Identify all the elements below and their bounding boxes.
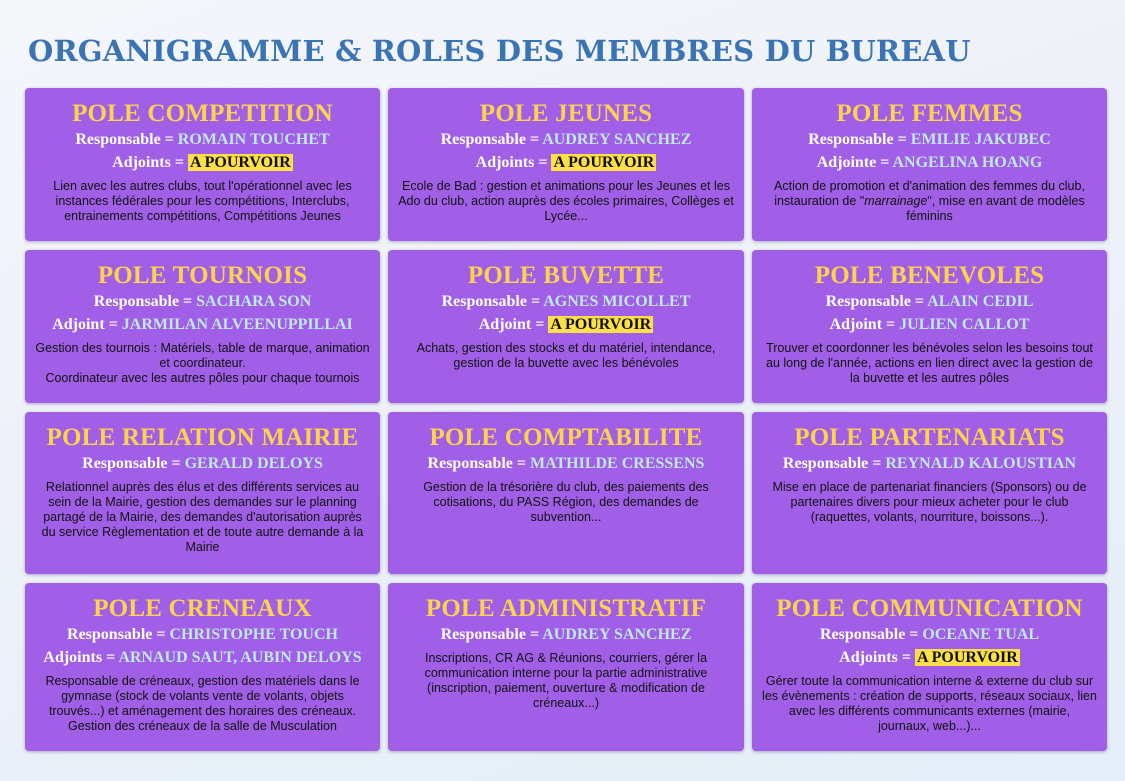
responsable-name: OCEANE TUAL xyxy=(922,626,1040,643)
pole-description: Relationnel auprès des élus et des différents services au sein de la Mairie, gestion des demandes sur le planning partagé de la Mairie, des demandes d'autorisation auprès du service Règlementation et de toute autre demande à la Mairie xyxy=(41,480,364,554)
responsable-label: Responsable = xyxy=(82,455,181,472)
pole-card-creneaux xyxy=(25,583,380,751)
responsable-line xyxy=(398,624,734,646)
responsable-line xyxy=(35,453,370,475)
pole-description: Responsable de créneaux, gestion des matériels dans le gymnase (stock de volants vente de volants, objets trouvés...) et aménagement des horaires des créneaux. Gestion des créneaux de la salle de Musculation xyxy=(45,674,360,733)
responsable-name: SACHARA SON xyxy=(196,293,312,310)
adjoint-line xyxy=(35,314,370,336)
adjoint-name: JARMILAN ALVEENUPPILLAI xyxy=(121,316,353,333)
responsable-label: Responsable = xyxy=(819,626,919,643)
description-text: Coordinateur avec les autres pôles pour chaque tournois xyxy=(45,371,360,385)
pole-title: POLE COMPTABILITE xyxy=(429,424,703,451)
adjoint-label: Adjoints = xyxy=(112,154,184,171)
responsable-label: Responsable = xyxy=(440,131,540,148)
adjoint-label: Adjoints = xyxy=(43,649,116,666)
responsable-name: AUDREY SANCHEZ xyxy=(542,626,692,643)
description-text: Gestion des tournois : Matériels, table de marque, animation et coordinateur. xyxy=(35,341,370,370)
pole-description: Inscriptions, CR AG & Réunions, courriers, gérer la communication interne pour la partie administrative (inscription, paiement, ouverture & modification de créneaux...) xyxy=(424,651,708,710)
pole-title: POLE FEMMES xyxy=(836,100,1023,127)
description-text: Action de promotion et d'animation des femmes du club, instauration de " xyxy=(774,179,1085,208)
pole-description: Gestion de la trésorière du club, des paiements des cotisations, du PASS Région, des demandes de subvention... xyxy=(423,480,709,524)
responsable-name: GERALD DELOYS xyxy=(184,455,323,472)
responsable-name: ALAIN CEDIL xyxy=(927,293,1034,310)
adjoint-line xyxy=(762,647,1097,669)
pole-title: POLE BENEVOLES xyxy=(814,262,1045,289)
adjoint-label: Adjoints = xyxy=(839,649,911,666)
responsable-line xyxy=(35,291,370,313)
adjoint-name: ARNAUD SAUT, AUBIN DELOYS xyxy=(118,649,362,666)
poles-grid xyxy=(25,88,1107,751)
responsable-name: AUDREY SANCHEZ xyxy=(542,131,692,148)
responsable-line xyxy=(35,624,370,646)
responsable-label: Responsable = xyxy=(67,626,166,643)
adjoint-vacant-badge: A POURVOIR xyxy=(916,649,1018,666)
pole-description: Lien avec les autres clubs, tout l'opérationnel avec les instances fédérales pour les compétitions, Interclubs, entrainements compétitions, Compétitions Jeunes xyxy=(53,179,352,223)
responsable-label: Responsable = xyxy=(782,455,882,472)
adjoint-label: Adjointe = xyxy=(816,154,890,171)
pole-title: POLE ADMINISTRATIF xyxy=(425,595,707,622)
adjoint-name: JULIEN CALLOT xyxy=(899,316,1030,333)
responsable-name: EMILIE JAKUBEC xyxy=(910,131,1051,148)
adjoint-label: Adjoints = xyxy=(475,154,548,171)
pole-title: POLE CRENEAUX xyxy=(93,595,312,622)
responsable-label: Responsable = xyxy=(825,293,925,310)
responsable-name: REYNALD KALOUSTIAN xyxy=(885,455,1077,472)
pole-card-comptabilite xyxy=(388,412,744,574)
responsable-name: AGNES MICOLLET xyxy=(543,293,691,310)
pole-description: Trouver et coordonner les bénévoles selon les besoins tout au long de l'année, actions en lien direct avec la gestion de la buvette et les autres pôles xyxy=(766,341,1093,385)
pole-card-tournois xyxy=(25,250,380,403)
responsable-line xyxy=(762,291,1097,313)
pole-description: Gérer toute la communication interne & externe du club sur les évènements : création de supports, réseaux sociaux, lien avec les différents communicants externes (mairie, journaux, web...)... xyxy=(762,674,1097,733)
pole-card-partenariats xyxy=(752,412,1107,574)
pole-title: POLE BUVETTE xyxy=(467,262,665,289)
responsable-label: Responsable = xyxy=(427,455,527,472)
responsable-name: ROMAIN TOUCHET xyxy=(177,131,330,148)
pole-card-femmes xyxy=(752,88,1107,241)
pole-description: Mise en place de partenariat financiers (Sponsors) ou de partenaires divers pour mieux acheter pour le club (raquettes, volants, nourriture, boissons...). xyxy=(772,480,1087,524)
pole-card-competition xyxy=(25,88,380,241)
adjoint-label: Adjoint = xyxy=(478,316,545,333)
responsable-line xyxy=(762,453,1097,475)
pole-title: POLE JEUNES xyxy=(479,100,653,127)
adjoint-vacant-badge: A POURVOIR xyxy=(553,154,655,171)
responsable-line xyxy=(35,129,370,151)
responsable-label: Responsable = xyxy=(808,131,907,148)
pole-card-relation-mairie xyxy=(25,412,380,574)
pole-card-communication xyxy=(752,583,1107,751)
responsable-line xyxy=(398,129,734,151)
adjoint-label: Adjoint = xyxy=(829,316,896,333)
pole-description xyxy=(35,341,370,386)
responsable-line xyxy=(398,453,734,475)
pole-description xyxy=(762,179,1097,224)
pole-description: Achats, gestion des stocks et du matériel, intendance, gestion de la buvette avec les bénévoles xyxy=(416,341,716,370)
pole-card-buvette xyxy=(388,250,744,403)
pole-card-benevoles xyxy=(752,250,1107,403)
responsable-line xyxy=(762,129,1097,151)
adjoint-line xyxy=(35,152,370,174)
adjoint-name: ANGELINA HOANG xyxy=(892,154,1043,171)
responsable-line xyxy=(762,624,1097,646)
responsable-label: Responsable = xyxy=(440,626,540,643)
adjoint-line xyxy=(398,314,734,336)
pole-description: Ecole de Bad : gestion et animations pour les Jeunes et les Ado du club, action auprès des écoles primaires, Collèges et Lycée... xyxy=(398,179,734,223)
adjoint-vacant-badge: A POURVOIR xyxy=(189,154,291,171)
description-emphasis: marrainage xyxy=(864,194,928,208)
responsable-label: Responsable = xyxy=(75,131,174,148)
adjoint-label: Adjoint = xyxy=(52,316,118,333)
pole-title: POLE PARTENARIATS xyxy=(794,424,1065,451)
adjoint-line xyxy=(762,314,1097,336)
responsable-name: CHRISTOPHE TOUCH xyxy=(169,626,338,643)
adjoint-line xyxy=(762,152,1097,174)
adjoint-line xyxy=(35,647,370,669)
adjoint-vacant-badge: A POURVOIR xyxy=(550,316,652,333)
pole-title: POLE RELATION MAIRIE xyxy=(46,424,359,451)
pole-card-jeunes xyxy=(388,88,744,241)
responsable-name: MATHILDE CRESSENS xyxy=(530,455,705,472)
adjoint-line xyxy=(398,152,734,174)
page-title: ORGANIGRAMME & ROLES DES MEMBRES DU BUREAU xyxy=(28,34,971,68)
responsable-label: Responsable = xyxy=(441,293,541,310)
responsable-line xyxy=(398,291,734,313)
responsable-label: Responsable = xyxy=(93,293,193,310)
pole-title: POLE TOURNOIS xyxy=(97,262,308,289)
pole-card-administratif xyxy=(388,583,744,751)
description-text: ", mise en avant de modèles féminins xyxy=(906,194,1085,223)
pole-title: POLE COMPETITION xyxy=(72,100,333,127)
pole-title: POLE COMMUNICATION xyxy=(776,595,1083,622)
